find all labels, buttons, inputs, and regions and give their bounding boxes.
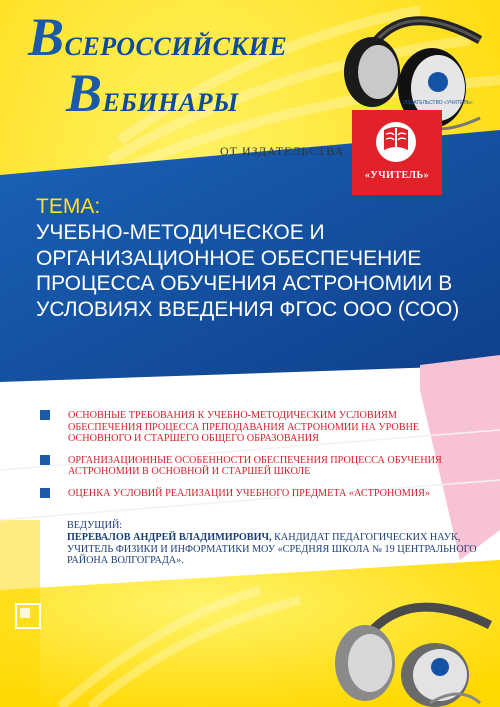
list-item: [40, 410, 470, 445]
brand-initial-2: В: [66, 63, 103, 123]
bullet-square-icon: [40, 455, 50, 465]
publisher-logo: [352, 110, 442, 195]
publisher-name: «УЧИТЕЛЬ»: [364, 170, 430, 181]
bullet-text: ОЦЕНКА УСЛОВИЙ РЕАЛИЗАЦИИ УЧЕБНОГО ПРЕДМЕТА «АСТРОНОМИЯ»: [68, 487, 431, 499]
list-item: [40, 488, 470, 500]
topic-label: ТЕМА:: [36, 195, 101, 218]
brand-word-2: ЕБИНАРЫ: [102, 88, 239, 117]
headphone-label: ИЗДАТЕЛЬСТВО «УЧИТЕЛЬ»: [403, 100, 473, 106]
bullet-square-icon: [40, 410, 50, 420]
book-emblem-icon: [372, 120, 420, 166]
bullet-list: [40, 410, 470, 509]
presenter-block: [67, 520, 487, 567]
presenter-details: КАНДИДАТ ПЕДАГОГИЧЕСКИХ НАУК, УЧИТЕЛЬ ФИЗИКИ И ИНФОРМАТИКИ МОУ «СРЕДНЯЯ ШКОЛА № 19 ЦЕНТРАЛЬНОГО РАЙОНА ВОЛГОГРАДА».: [67, 531, 477, 567]
presenter-name: ПЕРЕВАЛОВ АНДРЕЙ ВЛАДИМИРОВИЧ,: [67, 531, 272, 543]
headphones-image-bottom: [320, 575, 500, 707]
square-outline-icon: [14, 602, 42, 630]
topic-title: УЧЕБНО-МЕТОДИЧЕСКОЕ И ОРГАНИЗАЦИОННОЕ ОБЕСПЕЧЕНИЕ ПРОЦЕССА ОБУЧЕНИЯ АСТРОНОМИИ В УСЛОВИЯХ ВВЕДЕНИЯ ФГОС ООО (СОО): [36, 221, 460, 321]
brand-initial-1: В: [28, 7, 65, 67]
bullet-square-icon: [40, 488, 50, 498]
presenter-label: ВЕДУЩИЙ:: [67, 520, 123, 531]
brand-title: [28, 7, 288, 126]
bullet-text: ОСНОВНЫЕ ТРЕБОВАНИЯ К УЧЕБНО-МЕТОДИЧЕСКИМ УСЛОВИЯМ ОБЕСПЕЧЕНИЯ ПРОЦЕССА ПРЕПОДАВАНИЯ АСТРОНОМИИ НА УРОВНЕ ОСНОВНОГО И СТАРШЕГО ОБЩЕГО ОБРАЗОВАНИЯ: [68, 410, 420, 444]
list-item: [40, 455, 470, 478]
bullet-text: ОРГАНИЗАЦИОННЫЕ ОСОБЕННОСТИ ОБЕСПЕЧЕНИЯ ПРОЦЕССА ОБУЧЕНИЯ АСТРОНОМИИ В ОСНОВНОЙ И СТАРШЕЙ ШКОЛЕ: [68, 454, 442, 477]
publisher-label: ОТ ИЗДАТЕЛЬСТВА: [220, 144, 345, 158]
brand-word-1: СЕРОССИЙСКИЕ: [64, 32, 288, 61]
